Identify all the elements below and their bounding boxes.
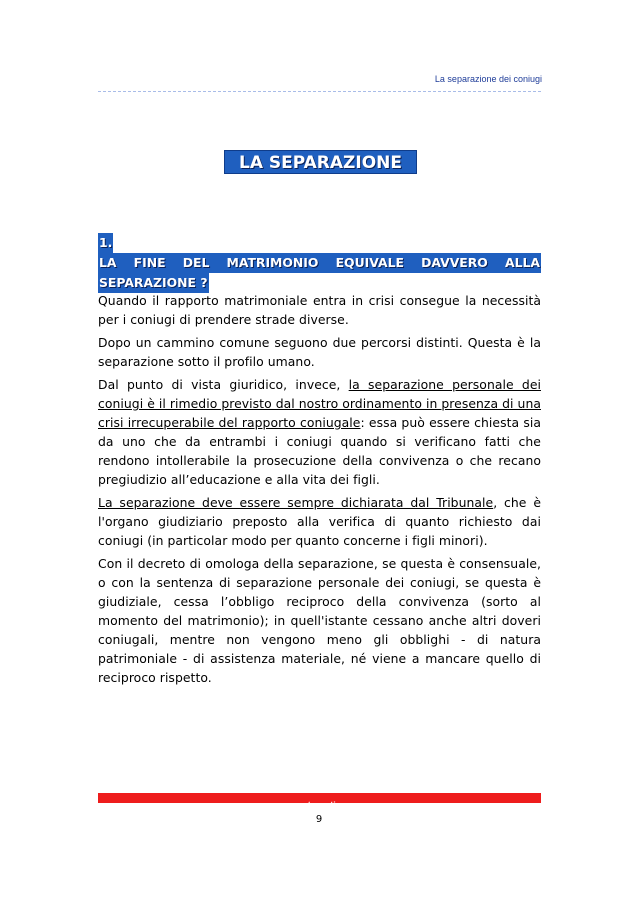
section-heading: [98, 233, 541, 293]
heading-word: EQUIVALE: [335, 255, 404, 270]
section-heading-line2: SEPARAZIONE ?: [98, 273, 209, 293]
paragraph: Quando il rapporto matrimoniale entra in crisi consegue la necessità per i coniugi di prendere strade diverse.: [98, 293, 541, 327]
body-text: [98, 291, 541, 691]
paragraph-text: : essa può essere chiesta sia da uno che da entrambi i coniugi quando si verificano fatti che rendono intollerabile la prosecuzione della convivenza o che recano pregiudizio all’educazione e alla vita dei figli.: [98, 415, 541, 487]
heading-word: ALLA: [505, 255, 540, 270]
paragraph: Dopo un cammino comune seguono due percorsi distinti. Questa è la separazione sotto il profilo umano.: [98, 335, 541, 369]
section-number: 1.: [98, 233, 113, 253]
heading-word: LA: [99, 255, 117, 270]
footer-bar: [98, 793, 541, 810]
underlined-statement: La separazione deve essere sempre dichiarata dal Tribunale: [98, 495, 494, 510]
heading-word: FINE: [133, 255, 166, 270]
paragraph-text: Dal punto di vista giuridico, invece,: [98, 377, 349, 392]
paragraph: [98, 493, 541, 550]
paragraph-text: , che è l'organo giudiziario preposto alla verifica di quanto richiesto dai coniugi (in particolar modo per quanto concerne i figli minori).: [98, 495, 541, 548]
heading-word: DEL: [182, 255, 210, 270]
section-heading-line1: [98, 253, 541, 273]
paragraph: [98, 375, 541, 489]
chapter-title: LA SEPARAZIONE: [224, 150, 417, 174]
underlined-statement: la separazione personale dei coniugi è il rimedio previsto dal nostro ordinamento in presenza di una crisi irrecuperabile del rapporto coniugale: [98, 377, 541, 430]
paragraph: Con il decreto di omologa della separazione, se questa è consensuale, o con la sentenza di separazione personale dei coniugi, se questa è giudiziale, cessa l’obbligo reciproco della convivenza (sorto al momento del matrimonio); in quell'istante cessano anche altri doveri coniugali, mentre non vengono meno gli obblighi - di natura patrimoniale - di assistenza materiale, né viene a mancare quello di reciproco rispetto.: [98, 556, 541, 685]
heading-word: MATRIMONIO: [226, 255, 319, 270]
header-rule: [98, 91, 541, 92]
page-number: 9: [315, 814, 323, 825]
heading-word: DAVVERO: [421, 255, 488, 270]
footer-website-link[interactable]: avvocatogratis.com: [277, 800, 362, 810]
running-header: La separazione dei coniugi: [434, 74, 542, 84]
